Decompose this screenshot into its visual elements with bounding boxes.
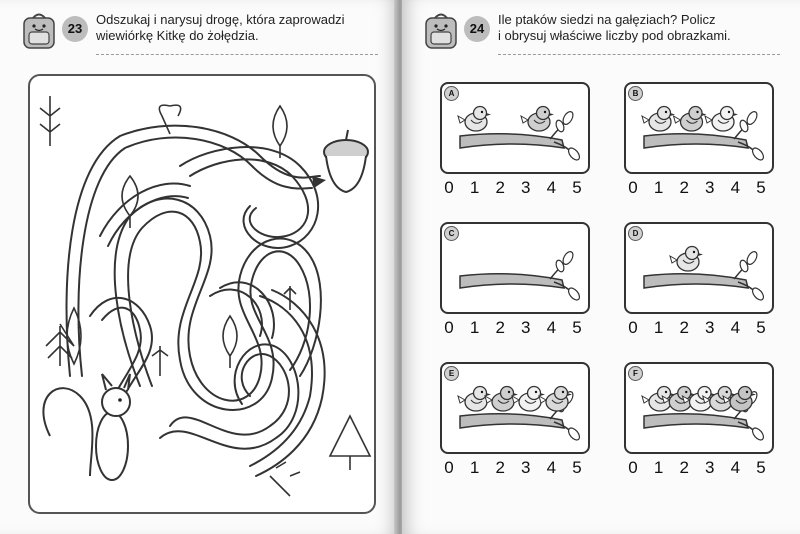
branch-scene xyxy=(442,364,588,452)
answer-number[interactable]: 0 xyxy=(444,458,454,477)
branch-scene xyxy=(626,84,772,172)
answer-number[interactable]: 5 xyxy=(572,318,582,337)
maze-frame xyxy=(28,74,376,514)
left-page xyxy=(0,0,398,534)
answer-number[interactable]: 4 xyxy=(730,318,741,337)
answer-number[interactable]: 3 xyxy=(705,458,715,477)
acorn-illustration xyxy=(324,130,368,192)
bird-illustration xyxy=(521,107,554,132)
bird-panel-b xyxy=(624,82,774,174)
bird-illustration xyxy=(674,107,707,132)
answer-number[interactable]: 5 xyxy=(756,458,766,477)
exercise-24-header xyxy=(422,8,780,52)
answer-number[interactable]: 1 xyxy=(469,318,480,337)
answer-number[interactable]: 2 xyxy=(679,178,689,197)
answer-number[interactable]: 0 xyxy=(444,318,454,337)
answer-number[interactable]: 0 xyxy=(628,318,638,337)
exercise-number: 24 xyxy=(464,16,490,42)
panel-label: E xyxy=(444,366,459,381)
bird-illustration xyxy=(458,107,491,132)
answer-number[interactable]: 2 xyxy=(679,458,689,477)
answer-number[interactable]: 1 xyxy=(469,178,480,197)
answer-number[interactable]: 3 xyxy=(521,178,531,197)
answer-number[interactable]: 3 xyxy=(705,178,715,197)
instruction-line: i obrysuj właściwe liczby pod obrazkami. xyxy=(498,28,731,43)
right-page xyxy=(402,0,800,534)
answer-number[interactable]: 5 xyxy=(756,318,766,337)
panel-label: F xyxy=(628,366,643,381)
exercise-23-header xyxy=(20,8,378,52)
answer-number[interactable]: 0 xyxy=(628,458,638,477)
branch-scene xyxy=(442,224,588,312)
answer-number[interactable]: 4 xyxy=(546,178,557,197)
instruction-line: wiewiórkę Kitkę do żołędzia. xyxy=(96,28,259,43)
answer-number-row xyxy=(624,458,770,478)
dashed-divider xyxy=(96,54,378,55)
answer-number[interactable]: 3 xyxy=(705,318,715,337)
panel-label: B xyxy=(628,86,643,101)
exercise-number: 23 xyxy=(62,16,88,42)
instruction-line: Odszukaj i narysuj drogę, która zaprowadzi xyxy=(96,12,345,27)
answer-number[interactable]: 2 xyxy=(679,318,689,337)
answer-number[interactable]: 4 xyxy=(730,178,741,197)
branch-scene xyxy=(626,224,772,312)
panel-label: D xyxy=(628,226,643,241)
maze-end-arrow xyxy=(312,176,326,188)
bird-panel-d xyxy=(624,222,774,314)
answer-number[interactable]: 3 xyxy=(521,458,531,477)
bird-illustration xyxy=(705,107,738,132)
branch-illustration xyxy=(644,250,766,302)
answer-number[interactable]: 1 xyxy=(653,458,664,477)
answer-number[interactable]: 1 xyxy=(469,458,480,477)
answer-number-row xyxy=(624,318,770,338)
panel-label: C xyxy=(444,226,459,241)
answer-number[interactable]: 2 xyxy=(495,458,505,477)
answer-number[interactable]: 0 xyxy=(628,178,638,197)
answer-number-row xyxy=(440,318,586,338)
bird-panel-a xyxy=(440,82,590,174)
instruction-text xyxy=(96,12,378,44)
bird-panel-f xyxy=(624,362,774,454)
instruction-text xyxy=(498,12,780,44)
branch-illustration xyxy=(460,250,582,302)
answer-number[interactable]: 5 xyxy=(572,178,582,197)
bird-panel-c xyxy=(440,222,590,314)
dashed-divider xyxy=(498,54,780,55)
answer-number[interactable]: 1 xyxy=(653,178,664,197)
answer-number[interactable]: 4 xyxy=(730,458,741,477)
answer-number[interactable]: 4 xyxy=(546,318,557,337)
answer-number-row xyxy=(440,178,586,198)
instruction-line: Ile ptaków siedzi na gałęziach? Policz xyxy=(498,12,716,27)
answer-number[interactable]: 3 xyxy=(521,318,531,337)
branch-scene xyxy=(442,84,588,172)
answer-number[interactable]: 2 xyxy=(495,178,505,197)
branch-scene xyxy=(626,364,772,452)
backpack-icon xyxy=(20,10,58,50)
squirrel-illustration xyxy=(43,374,130,480)
bird-illustration xyxy=(670,247,703,272)
panel-label: A xyxy=(444,86,459,101)
maze-illustration xyxy=(30,76,374,512)
answer-number-row xyxy=(624,178,770,198)
backpack-icon xyxy=(422,10,460,50)
answer-number[interactable]: 2 xyxy=(495,318,505,337)
answer-number-row xyxy=(440,458,586,478)
answer-number[interactable]: 5 xyxy=(572,458,582,477)
answer-number[interactable]: 1 xyxy=(653,318,664,337)
answer-number[interactable]: 5 xyxy=(756,178,766,197)
answer-number[interactable]: 4 xyxy=(546,458,557,477)
bird-illustration xyxy=(539,387,572,412)
bird-illustration xyxy=(642,107,675,132)
answer-number[interactable]: 0 xyxy=(444,178,454,197)
bird-panel-e xyxy=(440,362,590,454)
